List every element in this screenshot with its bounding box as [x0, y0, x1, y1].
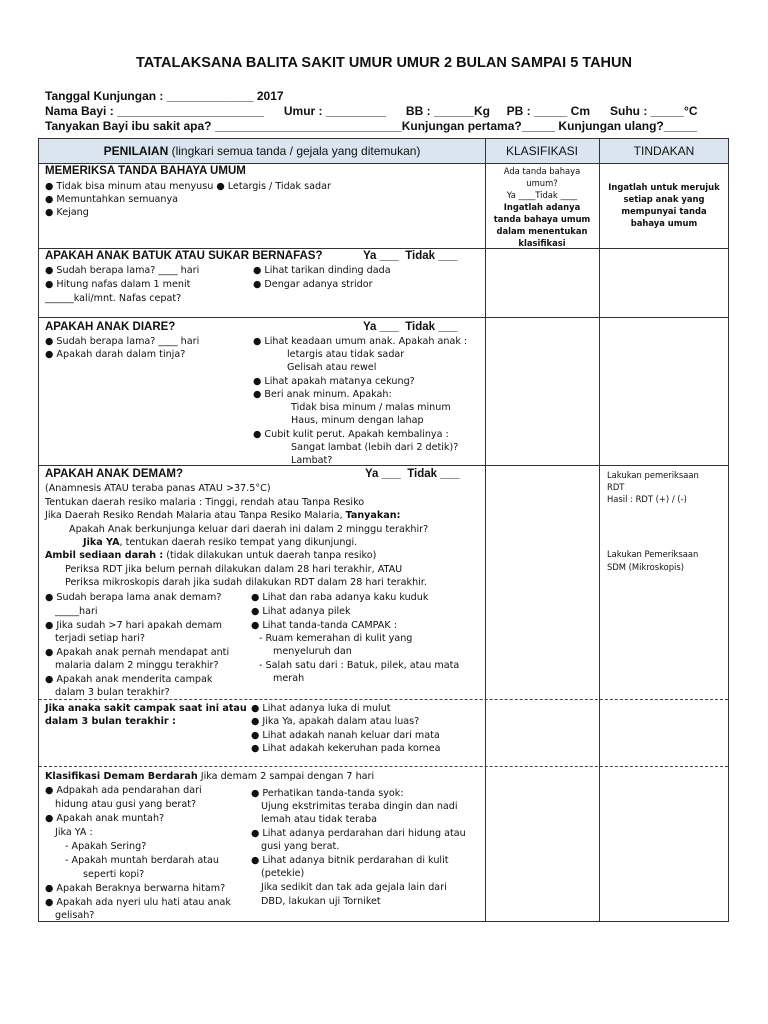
- tindakan-text: SDM (Mikroskopis): [607, 562, 685, 572]
- list-item: Tidak bisa minum / malas minum: [291, 402, 451, 413]
- list-item: ● Hitung nafas dalam 1 menit: [45, 279, 191, 290]
- list-item: (petekie): [261, 868, 305, 879]
- complaint-visit-line: Tanyakan Bayi ibu sakit apa? ____________________________Kunjungan pertama?_____ Kunjungan ulang?_____: [45, 119, 698, 133]
- list-item: Tentukan daerah resiko malaria : Tinggi, rendah atau Tanpa Resiko: [45, 497, 365, 508]
- list-item: Jika sedikit dan tak ada gejala lain dari: [261, 882, 447, 893]
- section-diarrhea-title: APAKAH ANAK DIARE?: [45, 321, 176, 333]
- list-item: Lambat?: [291, 455, 333, 466]
- list-item: ● Sudah berapa lama anak demam?: [45, 592, 222, 603]
- list-item: - Ruam kemerahan di kulit yang: [259, 633, 413, 644]
- list-item: - Salah satu dari : Batuk, pilek, atau mata: [259, 660, 460, 671]
- list-item: hidung atau gusi yang berat?: [55, 799, 197, 810]
- tindakan-text: Hasil : RDT (+) / (-): [607, 494, 687, 504]
- list-item: ● Cubit kulit perut. Apakah kembalinya :: [253, 429, 449, 440]
- list-item: gelisah?: [55, 910, 95, 921]
- yes-no-field[interactable]: Ya ___ Tidak ___: [365, 468, 460, 480]
- tindakan-text: RDT: [607, 482, 625, 492]
- list-item: ● Apakah darah dalam tinja?: [45, 349, 186, 360]
- list-item: menyeluruh dan: [273, 646, 352, 657]
- header-klasifikasi: KLASIFIKASI: [505, 144, 579, 158]
- list-item: Ujung ekstrimitas teraba dingin dan nadi: [261, 801, 458, 812]
- row-divider: [39, 465, 728, 466]
- tindakan-text: Lakukan Pemeriksaan: [607, 549, 699, 559]
- list-item: ● Lihat tanda-tanda CAMPAK :: [251, 620, 397, 631]
- list-item: Ambil sediaan darah : (tidak dilakukan untuk daerah tanpa resiko): [45, 550, 377, 561]
- list-item: ● Lihat adanya pilek: [251, 606, 351, 617]
- list-item: ● Lihat tarikan dinding dada: [253, 265, 391, 276]
- list-item: ● Lihat adakah kekeruhan pada kornea: [251, 743, 441, 754]
- list-item: ● Apakah anak muntah?: [45, 813, 165, 824]
- list-item: ● Apakah Beraknya berwarna hitam?: [45, 883, 226, 894]
- list-item: Periksa RDT jika belum pernah dilakukan dalam 28 hari terakhir, ATAU: [65, 564, 403, 575]
- list-item: ● Lihat dan raba adanya kaku kuduk: [251, 592, 429, 603]
- list-item: terjadi setiap hari?: [55, 633, 145, 644]
- yes-no-field[interactable]: Ya ___ Tidak ___: [363, 250, 458, 262]
- list-item: DBD, lakukan uji Torniket: [261, 896, 381, 907]
- list-item: malaria dalam 2 minggu terakhir?: [55, 660, 219, 671]
- list-item: Gelisah atau rewel: [287, 362, 377, 373]
- table-header: [39, 139, 728, 163]
- col-divider: [599, 139, 600, 921]
- list-item: seperti kopi?: [83, 869, 145, 880]
- list-item: ● Dengar adanya stridor: [253, 279, 373, 290]
- list-item: ● Lihat adanya luka di mulut: [251, 703, 391, 714]
- list-item: ● Lihat adanya perdarahan dari hidung atau: [251, 828, 466, 839]
- measles-question: dalam 3 bulan terakhir :: [45, 716, 176, 727]
- list-item: ● Apakah anak pernah mendapat anti: [45, 647, 230, 658]
- list-item: merah: [273, 673, 305, 684]
- dashed-divider: [39, 699, 728, 700]
- list-item: ● Perhatikan tanda-tanda syok:: [251, 788, 404, 799]
- list-item: ● Lihat apakah matanya cekung?: [253, 376, 415, 387]
- list-item: - Apakah Sering?: [65, 841, 147, 852]
- list-item: ● Kejang: [45, 207, 89, 218]
- list-item: ● Apakah ada nyeri ulu hati atau anak: [45, 897, 231, 908]
- list-item: ● Lihat adakah nanah keluar dari mata: [251, 730, 440, 741]
- list-item: ● Jika sudah >7 hari apakah demam: [45, 620, 223, 631]
- header-tindakan: TINDAKAN: [633, 144, 695, 158]
- list-item: Periksa mikroskopis darah jika sudah dilakukan RDT dalam 28 hari terakhir.: [65, 577, 427, 588]
- list-item: - Apakah muntah berdarah atau: [65, 855, 220, 866]
- row-divider: [39, 248, 728, 249]
- list-item: ● Lihat adanya bitnik perdarahan di kulit: [251, 855, 449, 866]
- tindakan-text: Lakukan pemeriksaan: [607, 470, 699, 480]
- klasifikasi-text: Ada tanda bahaya umum? Ya ____Tidak ____ Ingatlah adanya tanda bahaya umum dalam menentukan klasifikasi: [493, 166, 591, 248]
- list-item: _____hari: [55, 606, 98, 617]
- list-item: Jika YA, tentukan daerah resiko tempat yang dikunjungi.: [83, 537, 358, 548]
- yes-no-field[interactable]: Ya ___ Tidak ___: [363, 321, 458, 333]
- list-item: ● Tidak bisa minum atau menyusu ● Letargis / Tidak sadar: [45, 181, 331, 192]
- list-item: (Anamnesis ATAU teraba panas ATAU >37.5°C): [45, 483, 271, 494]
- visit-date-line: Tanggal Kunjungan : _____________ 2017: [45, 89, 284, 103]
- section-fever-title: APAKAH ANAK DEMAM?: [45, 468, 183, 480]
- col-divider: [485, 139, 486, 921]
- section-danger-signs-title: MEMERIKSA TANDA BAHAYA UMUM: [45, 165, 246, 177]
- row-divider: [39, 317, 728, 318]
- list-item: ● Memuntahkan semuanya: [45, 194, 179, 205]
- section-dengue-title: Klasifikasi Demam Berdarah Jika demam 2 sampai dengan 7 hari: [45, 771, 375, 782]
- list-item: ● Sudah berapa lama? ____ hari: [45, 336, 200, 347]
- patient-info-line: Nama Bayi : ______________________ Umur : _________ BB : ______Kg PB : _____ Cm Suhu : _____°C: [45, 104, 698, 118]
- section-cough-title: APAKAH ANAK BATUK ATAU SUKAR BERNAFAS?: [45, 250, 323, 262]
- list-item: ● Apakah anak menderita campak: [45, 674, 213, 685]
- assessment-table: [38, 138, 729, 922]
- list-item: Haus, minum dengan lahap: [291, 415, 424, 426]
- header-penilaian: PENILAIAN (lingkari semua tanda / gejala yang ditemukan): [103, 144, 421, 158]
- list-item: Apakah Anak berkunjunga keluar dari daerah ini dalam 2 minggu terakhir?: [69, 524, 429, 535]
- list-item: ● Lihat keadaan umum anak. Apakah anak :: [253, 336, 468, 347]
- list-item: dalam 3 bulan terakhir?: [55, 687, 170, 698]
- page-title: TATALAKSANA BALITA SAKIT UMUR UMUR 2 BULAN SAMPAI 5 TAHUN: [136, 55, 632, 71]
- list-item: ● Beri anak minum. Apakah:: [253, 389, 392, 400]
- measles-question: Jika anaka sakit campak saat ini atau: [45, 703, 247, 714]
- dashed-divider: [39, 766, 728, 767]
- list-item: Sangat lambat (lebih dari 2 detik)?: [291, 442, 459, 453]
- list-item: ● Adpakah ada pendarahan dari: [45, 785, 202, 796]
- list-item: lemah atau tidak teraba: [261, 814, 378, 825]
- list-item: Jika YA :: [55, 827, 93, 838]
- list-item: ______kali/mnt. Nafas cepat?: [45, 293, 182, 304]
- list-item: letargis atau tidak sadar: [287, 349, 405, 360]
- tindakan-text: Ingatlah untuk merujuk setiap anak yang mempunyai tanda bahaya umum: [608, 182, 720, 228]
- list-item: ● Jika Ya, apakah dalam atau luas?: [251, 716, 420, 727]
- list-item: gusi yang berat.: [261, 841, 340, 852]
- list-item: ● Sudah berapa lama? ____ hari: [45, 265, 200, 276]
- row-divider: [39, 163, 728, 164]
- list-item: Jika Daerah Resiko Rendah Malaria atau Tanpa Resiko Malaria, Tanyakan:: [45, 510, 401, 521]
